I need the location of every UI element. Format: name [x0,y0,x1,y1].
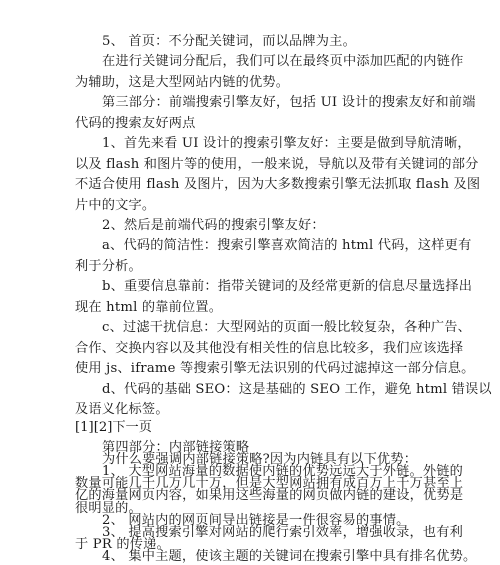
text-line: 5、 首页：不分配关键词，而以品牌为主。 [102,34,356,49]
pagination [75,420,152,436]
text-line: 亿的海量网页内容，如果用这些海量的网页做内链的建设，优势是 [75,488,464,504]
section-heading: 第四部分：内部链接策略 [102,440,250,455]
text-line: 3、 提高搜索引擎对网站的爬行索引效率，增强收录，也有利 [102,524,464,540]
text-line: 代码的搜索友好两点 [75,115,196,131]
text-line: 2、 网站内的网页间导出链接是一件很容易的事情。 [102,512,410,528]
text-line: 为辅助，这是大型网站内链的优势。 [75,74,290,90]
text-line: 4、 集中主题，使该主题的关键词在搜索引擎中具有排名优势。 [102,549,477,564]
page-1-link[interactable]: [1] [75,420,94,435]
text-line: 很明显的。 [75,500,142,516]
text-line: 现在 html 的靠前位置。 [75,299,223,315]
text-line: 第三部分：前端搜索引擎友好，包括 UI 设计的搜索友好和前端 [102,95,476,111]
page-2-link[interactable]: [2] [93,420,113,435]
text-line: 及语义化标签。 [75,402,169,417]
next-page-link[interactable]: 下一页 [112,420,152,435]
text-line: 2、然后是前端代码的搜索引擎友好： [102,218,325,233]
text-line: 数量可能几千几万几十万，但是大型网站拥有成百万上千万甚至上 [75,476,464,492]
text-line: b、重要信息靠前：指带关键词的及经常更新的信息尽量选择出 [102,279,473,295]
text-line: 以及 flash 和图片等的使用，一般来说，导航以及带有关键词的部分 [75,156,479,172]
text-line: 利于分析。 [75,258,142,274]
text-line: 为什么要强调内部链接策略?因为内链具有以下优势： [102,452,418,468]
text-line: 片中的文字。 [75,197,156,213]
text-line: 在进行关键词分配后，我们可以在最终页中添加匹配的内链作 [102,54,464,70]
text-line: a、代码的简洁性：搜索引擎喜欢简洁的 html 代码，这样更有 [102,238,472,254]
text-line: 不适合使用 flash 及图片，因为大多数搜索引擎无法抓取 flash 及图 [75,177,481,193]
text-line: 使用 js、iframe 等搜索引擎无法识别的代码过滤掉这一部分信息。 [75,361,475,377]
text-line: 合作、交换内容以及其他没有相关性的信息比较多，我们应该选择 [75,340,464,356]
text-line: c、过滤干扰信息：大型网站的页面一般比较复杂，各种广告、 [102,320,472,336]
text-line: 1、 大型网站海量的数据使内链的优势远远大于外链。外链的 [102,464,464,480]
text-line: 于 PR 的传递。 [75,536,170,552]
text-line: d、代码的基础 SEO：这是基础的 SEO 工作，避免 html 错误以 [102,381,492,397]
text-line: 1、首先来看 UI 设计的搜索引擎友好：主要是做到导航清晰， [102,136,471,152]
